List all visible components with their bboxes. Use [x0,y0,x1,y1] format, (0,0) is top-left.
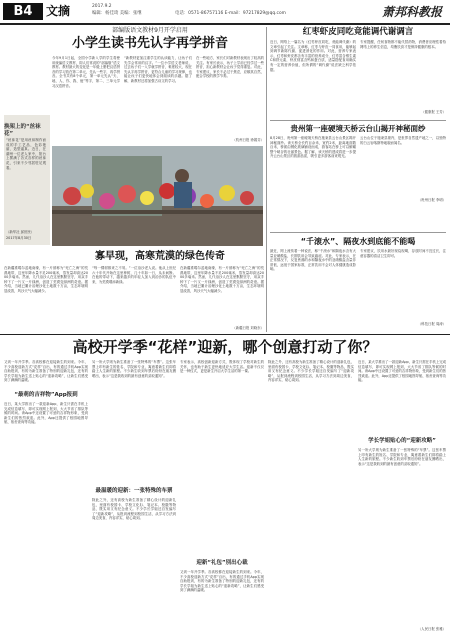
article-title: “千滚水”、隔夜水到底能不能喝 [300,237,416,246]
photo-date: 2017年8月30日 [6,236,32,240]
article-body: 专家表示，高校创新迎新方式，既体现了学校对新生的关怀，也有助于新生更快地适应大学生活。迎新不仅仅是一种仪式，更是新生开启大学生活的第一课。 [180,360,264,374]
article-body: “新教材更加注重学生的认读能力，让孩子们先学会常用的汉字。”一位小学语文老师说，过去孩子们一入学就学拼音，难度较大，现在先认字再学拼音，更符合儿童的学习规律，也能让孩子们更快地体会到阅读的乐趣。据了解，新教材还将加强古诗文的学习。 [124,56,192,83]
section-code: B4 [3,3,43,20]
article-body: 在一些地方，家长们对新教材表现出了较高的关注。有家长表示，孩子上学前已经学过一些拼音，担心新教材会让孩子觉得重复。对此，专家建议，家长不必过于焦虑，应顺其自然，配合学校的教学节奏。 [196,56,264,79]
page-header [0,0,450,24]
date-line: 2017.9.2 [92,4,112,9]
article-body: 专家建议，饮用水最好现烧现喝，存放时间不宜过长，注意容器的清洁卫生即可。 [360,249,446,258]
article-credit: （贵州日报 李明） [417,198,446,202]
article-body: 在新疆准噶尔盆地南缘，有一片被称为“死亡之海”的荒漠地带，这里年降水量不足200毫米，蒸发量却高达2000多毫米。然而，几代治沙人在这里默默坚守，用双手种下了一片又一片绿洲，创造了荒漠变绿洲的奇迹。据介绍，当地已累计治理沙化土地数十万亩，生态环境明显改善，风沙天气大幅减少。 [180,266,264,293]
article-body: 近日，某大学推出了一款迎新App，新生只需在手机上完成信息填写，即可实现网上报到，大大节省了排队等候的时间。该App中还设置了可爱的吉祥物形象，受到新生们的热烈欢迎。此外，App还提供了校园地图导航、宿舍查询等功能。 [358,360,446,383]
article-credit: （健康报 王芳） [421,110,446,114]
article-credit: （人民日报 张雅） [417,627,446,631]
flowers-photo-icon [52,146,263,246]
section-rule [0,334,450,335]
article-credit: （新疆日报 刘晓东） [232,326,264,330]
section-name: 文摘 [46,4,71,18]
news-photo [52,146,263,246]
divider [270,232,446,233]
article-body: 近日，网络上一篇名为《红枣虾皮同吃，竟能调代谢》的文章引起了关注。文章称，红枣与虾皮一同食用，能够起到调节新陈代谢、促进消化的作用。对此，营养专家表示，红枣和虾皮都含有丰富的营养成分，红枣富含维生素C和铁元素，虾皮则富含钙和蛋白质，适量搭配食用确实有一定的营养价值，但所谓的“调代谢”说法缺乏科学依据。 [270,40,356,72]
article-body: 在新疆准噶尔盆地南缘，有一片被称为“死亡之海”的荒漠地带，这里年降水量不足200毫米，蒸发量却高达2000多毫米。然而，几代治沙人在这里默默坚守，用双手种下了一片又一片绿洲，创造了荒漠变绿洲的奇迹。据介绍，当地已累计治理沙化土地数十万亩，生态环境明显改善，风沙天气大幅减少。 [4,266,88,293]
article-body: 近日，某大学推出了一款迎新App，新生只需在手机上完成信息填写，即可实现网上报到，大大节省了排队等候的时间。该App中还设置了可爱的吉祥物形象，受到新生们的热烈欢迎。此外，App还提供了校园地图导航、宿舍查询等功能。 [4,402,88,425]
phone-line: 电话：0571-86757116 E-mail：97217829@qq.com [175,11,286,16]
article-title: 红枣虾皮同吃竟能调代谢调言 [302,27,414,37]
article-body: 除此之外，还有高校为新生准备了精心设计的迎新礼包，里面有校园卡、学校文化衫、笔记本、校徽等物品，既实用又有纪念意义。不少学长学姐还自发编写了“迎新攻略”，从报到流程到校园生活，从学习方法到周边美食，内容详实，贴心周到。 [268,360,354,383]
subheading: 最温暖的迎新：一张特殊的车票 [95,488,173,494]
article-body: 最近，网上流传着一种说法，称“千滚水”和隔夜水含有大量亚硝酸盐，长期饮用会导致癌症。对此，专家表示，在正常情况下，反复煮沸的水和隔夜水中的亚硝酸盐含量非常低，远低于国家标准，正常饮用不会对人体健康造成影响。 [270,249,356,272]
article-body: 又到一年开学季。各高校都在迎接新生的到来。今年，不少高校迎新方式“花样”百出，有的通过手机App实现自助报到，有的为新生准备了特别的迎新礼包，还有的学长学姐为新生送上贴心的“迎新攻略”，让新生们感受到了满满的温暖。 [4,360,88,383]
article-body: 今年9月1日起，全国小学新入学的学生将使用统编语文教材，即人们常说的“部编版”语文教材。教材最大的变化是一年级上册把汉语拼音的学习放在第二单元，先认一些字，再学拼音。全书共有8个单元，第一单元先认“天、地、人、你、我、他”等字，第二、三单元学习汉语拼音。 [52,56,120,88]
paper-name: 萧邦科教报 [381,5,442,19]
photo-caption-title: 换架上的“丝袜花” [4,124,41,137]
article-body: 另一所大学则为新生准备了一张特殊的“车票”。这张车票上印有新生的姓名、学院和专业，寓意着新生们即将踏上人生新的旅程。不少新生收到车票后纷纷在朋友圈晒出，表示“这是我收到的最有创意的录取通知”。 [358,448,446,466]
article-credit: （杭州日报 徐娟芬） [232,138,264,142]
article-title: 小学生读书先认字再学拼音 [71,36,228,51]
article-title: 贵州第一座硬境天桥云台山揭开神秘面纱 [290,124,426,133]
article-credit: （科技日报 周涛） [417,322,446,326]
article-body: 专家提醒，任何食物都不能代替药物，消费者应理性看待网络上的养生信息，均衡饮食才是保持健康的根本。 [360,40,446,49]
subheading: “最萌的吉祥物”App报到 [14,392,78,398]
article-body: 8月28日，贵州第一座硬境天桥在施秉县云台山景区揭开神秘面纱。该天桥全长约百余米，宽约2米，距离地面数百米，桥面由钢化玻璃铺设而成，游客站在桥上可以俯瞰整个峡谷的壮丽景色。据了解，该天桥的建成将进一步提升云台山景区的旅游品质，吸引更多游客前来观光。 [270,136,356,159]
article-body: 另一所大学则为新生准备了一张特殊的“车票”。这张车票上印有新生的姓名、学院和专业，寓意着新生们即将踏上人生新的旅程。不少新生收到车票后纷纷在朋友圈晒出，表示“这是我收到的最有创意的录取通知”。 [92,360,176,378]
editor-line: 编辑：杨佳琦 美编：张继 [92,11,142,16]
column-divider [266,27,267,332]
article-title: 寡早现，高寒荒漠的绿色传奇 [95,251,225,262]
subheading: 迎新“礼包”别出心裁 [196,560,248,566]
main-title: 高校开学季“花样”迎新，哪个创意打动了你？ [72,338,378,356]
header-rule [0,23,450,25]
article-body: “每一棵树都来之不易。”一位治沙老人说。他从上世纪六十年代开始在这里种树，几十年如一日，从未间断。在他的带动下，越来越多的年轻人加入到治沙的队伍中来，为荒漠增添新绿。 [92,266,176,284]
photo-credit: （新华社 邱世民） [6,230,35,234]
subheading: 学长学姐贴心的“迎新攻略” [368,438,436,444]
article-body: 除此之外，还有高校为新生准备了精心设计的迎新礼包，里面有校园卡、学校文化衫、笔记本、校徽等物品，既实用又有纪念意义。不少学长学姐还自发编写了“迎新攻略”，从报到流程到校园生活，从学习方法到周边美食，内容详实，贴心周到。 [92,498,176,521]
article-body: 云台山位于施秉县境内，是世界自然遗产地之一，以独特的白云岩喀斯特地貌而闻名。 [360,136,446,145]
divider [270,120,446,121]
kicker: 部编版语文教材9月开学启用 [112,27,188,34]
photo-caption-body: “丝袜花”是用丝袜制作而成的手工艺品，色彩艳丽，造型逼真。近日，在湖州一位老人家中，阳台上摆满了各式各样的丝袜花，引来不少邻居驻足观看。 [6,138,46,170]
article-body: 又到一年开学季。各高校都在迎接新生的到来。今年，不少高校迎新方式“花样”百出，有的通过手机App实现自助报到，有的为新生准备了特别的迎新礼包，还有的学长学姐为新生送上贴心的“迎新攻略”，让新生们感受到了满满的温暖。 [180,570,264,593]
